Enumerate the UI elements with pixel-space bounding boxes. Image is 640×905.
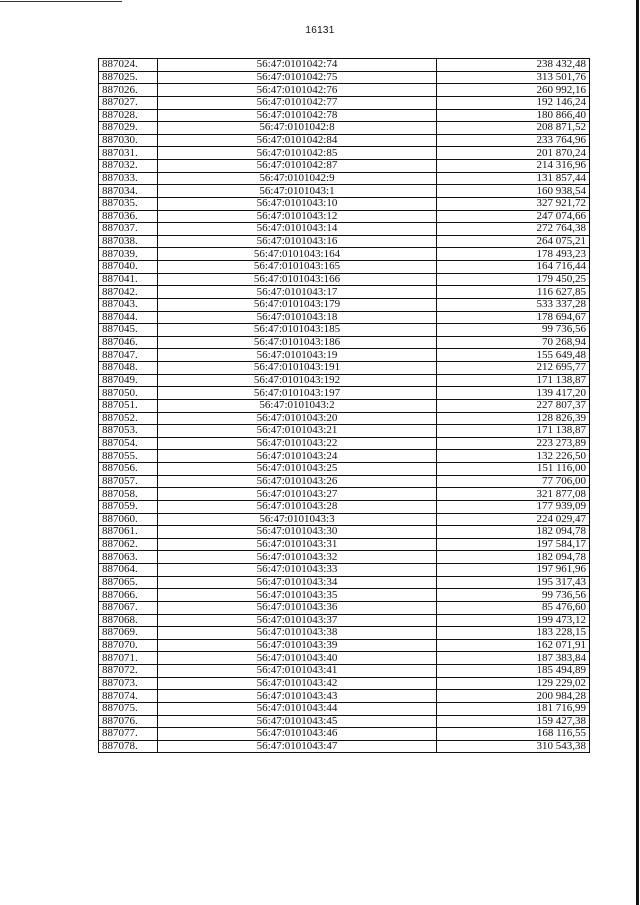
cadastral-number-cell: 56:47:0101043:28 [158,500,437,513]
cadastral-number-cell: 56:47:0101043:44 [158,702,437,715]
cadastral-value-cell: 116 627,85 [437,286,590,299]
cadastral-number-cell: 56:47:0101043:35 [158,589,437,602]
cadastral-number-cell: 56:47:0101043:10 [158,197,437,210]
cadastral-value-cell: 195 317,43 [437,576,590,589]
row-number-cell: 887066. [99,589,158,602]
cadastral-value-cell: 182 094,78 [437,526,590,539]
cadastral-number-cell: 56:47:0101043:17 [158,286,437,299]
table-row [99,248,590,261]
cadastral-value-cell: 272 764,38 [437,223,590,236]
table-row [99,235,590,248]
cadastral-number-cell: 56:47:0101043:43 [158,690,437,703]
cadastral-value-cell: 178 694,67 [437,311,590,324]
cadastral-value-cell: 208 871,52 [437,122,590,135]
cadastral-number-cell: 56:47:0101043:40 [158,652,437,665]
row-number-cell: 887044. [99,311,158,324]
row-number-cell: 887034. [99,185,158,198]
cadastral-value-cell: 200 984,28 [437,690,590,703]
cadastral-number-cell: 56:47:0101043:197 [158,387,437,400]
cadastral-number-cell: 56:47:0101042:74 [158,59,437,72]
table-row [99,197,590,210]
cadastral-value-cell: 131 857,44 [437,172,590,185]
cadastral-number-cell: 56:47:0101042:78 [158,109,437,122]
row-number-cell: 887060. [99,513,158,526]
table-row [99,336,590,349]
table-row [99,425,590,438]
row-number-cell: 887037. [99,223,158,236]
row-number-cell: 887028. [99,109,158,122]
cadastral-number-cell: 56:47:0101043:36 [158,601,437,614]
cadastral-number-cell: 56:47:0101043:21 [158,425,437,438]
cadastral-number-cell: 56:47:0101043:46 [158,728,437,741]
row-number-cell: 887047. [99,349,158,362]
cadastral-value-cell: 214 316,96 [437,160,590,173]
cadastral-value-cell: 227 807,37 [437,399,590,412]
table-row [99,261,590,274]
cadastral-value-cell: 247 074,66 [437,210,590,223]
cadastral-value-cell: 183 228,15 [437,627,590,640]
cadastral-value-cell: 155 649,48 [437,349,590,362]
cadastral-value-cell: 185 494,89 [437,665,590,678]
row-number-cell: 887041. [99,273,158,286]
row-number-cell: 887059. [99,500,158,513]
table-row [99,109,590,122]
table-row [99,349,590,362]
cadastral-value-cell: 199 473,12 [437,614,590,627]
row-number-cell: 887027. [99,96,158,109]
row-number-cell: 887030. [99,134,158,147]
cadastral-value-cell: 321 877,08 [437,488,590,501]
cadastral-number-cell: 56:47:0101043:2 [158,399,437,412]
table-row [99,551,590,564]
cadastral-number-cell: 56:47:0101043:3 [158,513,437,526]
row-number-cell: 887026. [99,84,158,97]
row-number-cell: 887040. [99,261,158,274]
cadastral-number-cell: 56:47:0101043:165 [158,261,437,274]
row-number-cell: 887035. [99,197,158,210]
table-row [99,122,590,135]
row-number-cell: 887036. [99,210,158,223]
table-row [99,690,590,703]
cadastral-number-cell: 56:47:0101043:27 [158,488,437,501]
table-row [99,526,590,539]
row-number-cell: 887077. [99,728,158,741]
row-number-cell: 887050. [99,387,158,400]
table-row [99,387,590,400]
cadastral-value-cell: 181 716,99 [437,702,590,715]
cadastral-number-cell: 56:47:0101043:30 [158,526,437,539]
table-row [99,172,590,185]
cadastral-number-cell: 56:47:0101042:84 [158,134,437,147]
table-row [99,639,590,652]
row-number-cell: 887031. [99,147,158,160]
table-row [99,513,590,526]
cadastral-value-cell: 168 116,55 [437,728,590,741]
cadastral-value-cell: 224 029,47 [437,513,590,526]
cadastral-number-cell: 56:47:0101042:77 [158,96,437,109]
row-number-cell: 887042. [99,286,158,299]
table-row [99,463,590,476]
table-row [99,59,590,72]
row-number-cell: 887052. [99,412,158,425]
row-number-cell: 887067. [99,601,158,614]
table-row [99,589,590,602]
cadastral-number-cell: 56:47:0101043:34 [158,576,437,589]
row-number-cell: 887070. [99,639,158,652]
row-number-cell: 887032. [99,160,158,173]
cadastral-number-cell: 56:47:0101043:45 [158,715,437,728]
cadastral-number-cell: 56:47:0101043:32 [158,551,437,564]
table-row [99,311,590,324]
cadastral-number-cell: 56:47:0101042:76 [158,84,437,97]
row-number-cell: 887058. [99,488,158,501]
table-row [99,576,590,589]
cadastral-number-cell: 56:47:0101042:85 [158,147,437,160]
scan-edge-line [636,0,639,905]
row-number-cell: 887025. [99,71,158,84]
table-row [99,475,590,488]
cadastral-value-cell: 99 736,56 [437,324,590,337]
table-row [99,96,590,109]
row-number-cell: 887038. [99,235,158,248]
table-row [99,147,590,160]
top-rule-line [0,1,122,2]
cadastral-number-cell: 56:47:0101043:39 [158,639,437,652]
cadastral-value-cell: 264 075,21 [437,235,590,248]
cadastral-number-cell: 56:47:0101043:164 [158,248,437,261]
cadastral-number-cell: 56:47:0101042:9 [158,172,437,185]
cadastral-number-cell: 56:47:0101043:192 [158,374,437,387]
table-row [99,210,590,223]
table-row [99,160,590,173]
row-number-cell: 887057. [99,475,158,488]
cadastral-value-cell: 77 706,00 [437,475,590,488]
table-row [99,223,590,236]
table-row [99,614,590,627]
cadastral-number-cell: 56:47:0101043:14 [158,223,437,236]
cadastral-value-cell: 182 094,78 [437,551,590,564]
cadastral-value-cell: 533 337,28 [437,298,590,311]
cadastral-value-cell: 164 716,44 [437,261,590,274]
table-row [99,71,590,84]
cadastral-number-cell: 56:47:0101043:166 [158,273,437,286]
row-number-cell: 887046. [99,336,158,349]
cadastral-value-cell: 171 138,87 [437,374,590,387]
cadastral-value-cell: 128 826,39 [437,412,590,425]
row-number-cell: 887045. [99,324,158,337]
row-number-cell: 887051. [99,399,158,412]
table-row [99,740,590,753]
cadastral-number-cell: 56:47:0101043:186 [158,336,437,349]
cadastral-value-cell: 192 146,24 [437,96,590,109]
cadastral-value-cell: 178 493,23 [437,248,590,261]
cadastral-value-cell: 197 961,96 [437,564,590,577]
row-number-cell: 887064. [99,564,158,577]
table-row [99,399,590,412]
table-row [99,627,590,640]
row-number-cell: 887061. [99,526,158,539]
cadastral-value-cell: 212 695,77 [437,362,590,375]
cadastral-number-cell: 56:47:0101043:26 [158,475,437,488]
table-row [99,437,590,450]
row-number-cell: 887073. [99,677,158,690]
cadastral-value-cell: 187 383,84 [437,652,590,665]
table-row [99,652,590,665]
cadastral-number-cell: 56:47:0101043:33 [158,564,437,577]
table-row [99,185,590,198]
cadastral-value-cell: 327 921,72 [437,197,590,210]
table-row [99,362,590,375]
cadastral-value-cell: 313 501,76 [437,71,590,84]
cadastral-number-cell: 56:47:0101043:37 [158,614,437,627]
cadastral-number-cell: 56:47:0101043:24 [158,450,437,463]
table-row [99,715,590,728]
cadastral-value-cell: 160 938,54 [437,185,590,198]
row-number-cell: 887071. [99,652,158,665]
cadastral-value-table [98,58,590,753]
cadastral-number-cell: 56:47:0101043:18 [158,311,437,324]
row-number-cell: 887053. [99,425,158,438]
cadastral-number-cell: 56:47:0101043:25 [158,463,437,476]
table-row [99,286,590,299]
cadastral-value-cell: 162 071,91 [437,639,590,652]
cadastral-value-cell: 197 584,17 [437,538,590,551]
table-row [99,500,590,513]
cadastral-value-cell: 99 736,56 [437,589,590,602]
cadastral-number-cell: 56:47:0101043:19 [158,349,437,362]
cadastral-number-cell: 56:47:0101043:1 [158,185,437,198]
row-number-cell: 887054. [99,437,158,450]
cadastral-value-cell: 151 116,00 [437,463,590,476]
cadastral-number-cell: 56:47:0101043:16 [158,235,437,248]
cadastral-number-cell: 56:47:0101043:179 [158,298,437,311]
cadastral-value-cell: 129 229,02 [437,677,590,690]
cadastral-number-cell: 56:47:0101043:12 [158,210,437,223]
table-row [99,450,590,463]
table-row [99,374,590,387]
table-row [99,412,590,425]
table-row [99,134,590,147]
row-number-cell: 887024. [99,59,158,72]
row-number-cell: 887076. [99,715,158,728]
cadastral-value-cell: 233 764,96 [437,134,590,147]
row-number-cell: 887056. [99,463,158,476]
row-number-cell: 887074. [99,690,158,703]
row-number-cell: 887078. [99,740,158,753]
table-row [99,538,590,551]
table-row [99,665,590,678]
cadastral-value-cell: 238 432,48 [437,59,590,72]
row-number-cell: 887043. [99,298,158,311]
cadastral-number-cell: 56:47:0101043:41 [158,665,437,678]
cadastral-value-cell: 139 417,20 [437,387,590,400]
row-number-cell: 887039. [99,248,158,261]
cadastral-value-cell: 310 543,38 [437,740,590,753]
cadastral-value-cell: 85 476,60 [437,601,590,614]
row-number-cell: 887072. [99,665,158,678]
table-row [99,298,590,311]
table-row [99,677,590,690]
row-number-cell: 887069. [99,627,158,640]
page-number: 16131 [305,25,335,36]
table-row [99,728,590,741]
row-number-cell: 887075. [99,702,158,715]
table-row [99,702,590,715]
table-row [99,84,590,97]
table-body [99,59,590,753]
row-number-cell: 887065. [99,576,158,589]
row-number-cell: 887062. [99,538,158,551]
row-number-cell: 887029. [99,122,158,135]
cadastral-value-cell: 70 268,94 [437,336,590,349]
cadastral-value-cell: 171 138,87 [437,425,590,438]
cadastral-value-cell: 201 870,24 [437,147,590,160]
cadastral-number-cell: 56:47:0101043:31 [158,538,437,551]
cadastral-number-cell: 56:47:0101043:185 [158,324,437,337]
cadastral-value-cell: 159 427,38 [437,715,590,728]
cadastral-number-cell: 56:47:0101043:38 [158,627,437,640]
cadastral-number-cell: 56:47:0101042:87 [158,160,437,173]
row-number-cell: 887049. [99,374,158,387]
row-number-cell: 887063. [99,551,158,564]
cadastral-value-cell: 132 226,50 [437,450,590,463]
cadastral-number-cell: 56:47:0101043:22 [158,437,437,450]
row-number-cell: 887068. [99,614,158,627]
row-number-cell: 887055. [99,450,158,463]
cadastral-value-cell: 179 450,25 [437,273,590,286]
cadastral-value-cell: 177 939,09 [437,500,590,513]
table-row [99,488,590,501]
cadastral-value-cell: 260 992,16 [437,84,590,97]
cadastral-number-cell: 56:47:0101042:8 [158,122,437,135]
cadastral-value-cell: 223 273,89 [437,437,590,450]
row-number-cell: 887033. [99,172,158,185]
cadastral-number-cell: 56:47:0101043:20 [158,412,437,425]
table-row [99,273,590,286]
table-row [99,601,590,614]
cadastral-number-cell: 56:47:0101043:191 [158,362,437,375]
row-number-cell: 887048. [99,362,158,375]
cadastral-number-cell: 56:47:0101043:42 [158,677,437,690]
table-row [99,324,590,337]
cadastral-number-cell: 56:47:0101042:75 [158,71,437,84]
cadastral-number-cell: 56:47:0101043:47 [158,740,437,753]
cadastral-value-cell: 180 866,40 [437,109,590,122]
table-row [99,564,590,577]
